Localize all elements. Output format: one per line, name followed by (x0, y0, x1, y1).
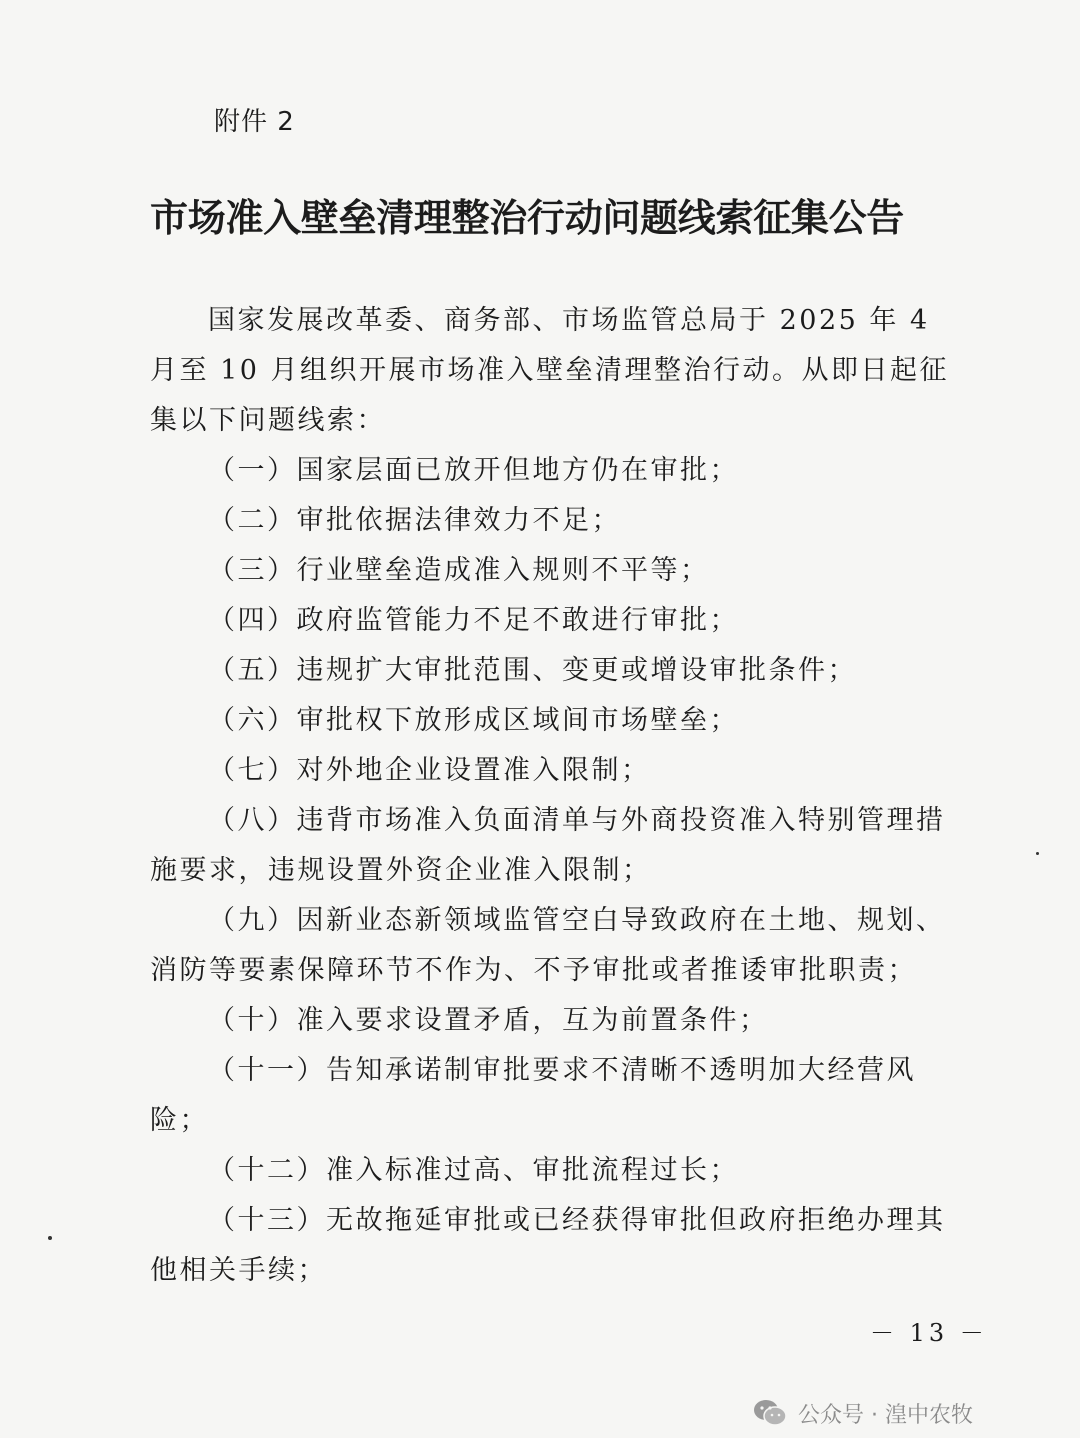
list-item: （三）行业壁垒造成准入规则不平等； (208, 555, 710, 586)
list-item: （五）违规扩大审批范围、变更或增设审批条件； (208, 655, 857, 686)
list-item: （七）对外地企业设置准入限制； (208, 755, 651, 786)
watermark-text: 公众号 · 湟中农牧 (798, 1402, 973, 1428)
page-number: － 13 － (870, 1319, 988, 1347)
list-item: （十一）告知承诺制审批要求不清晰不透明加大经营风险； (150, 1055, 916, 1136)
list-item: （八）违背市场准入负面清单与外商投资准入特别管理措施要求，违规设置外资企业准入限制； (150, 805, 946, 886)
document-title: 市场准入壁垒清理整治行动问题线索征集公告 (150, 196, 905, 240)
intro-paragraph: 国家发展改革委、商务部、市场监管总局于 2025 年 4 月至 10 月组织开展市场准入壁垒清理整治行动。从即日起征集以下问题线索： (150, 305, 950, 436)
list-item: （六）审批权下放形成区域间市场壁垒； (208, 705, 739, 736)
scan-speck (1036, 852, 1039, 855)
list-item: （二）审批依据法律效力不足； (208, 505, 621, 536)
clue-list (150, 446, 950, 1296)
wechat-icon (752, 1398, 788, 1428)
list-item: （十三）无故拖延审批或已经获得审批但政府拒绝办理其他相关手续； (150, 1205, 946, 1286)
list-item: （九）因新业态新领域监管空白导致政府在土地、规划、消防等要素保障环节不作为、不予审批或者推诿审批职责； (150, 905, 946, 986)
watermark (752, 1393, 1062, 1433)
list-item: （十）准入要求设置矛盾，互为前置条件； (208, 1005, 769, 1036)
scan-speck (48, 1236, 52, 1240)
attachment-label: 附件 2 (214, 107, 295, 137)
list-item: （一）国家层面已放开但地方仍在审批； (208, 455, 739, 486)
list-item: （四）政府监管能力不足不敢进行审批； (208, 605, 739, 636)
list-item: （十二）准入标准过高、审批流程过长； (208, 1155, 739, 1186)
